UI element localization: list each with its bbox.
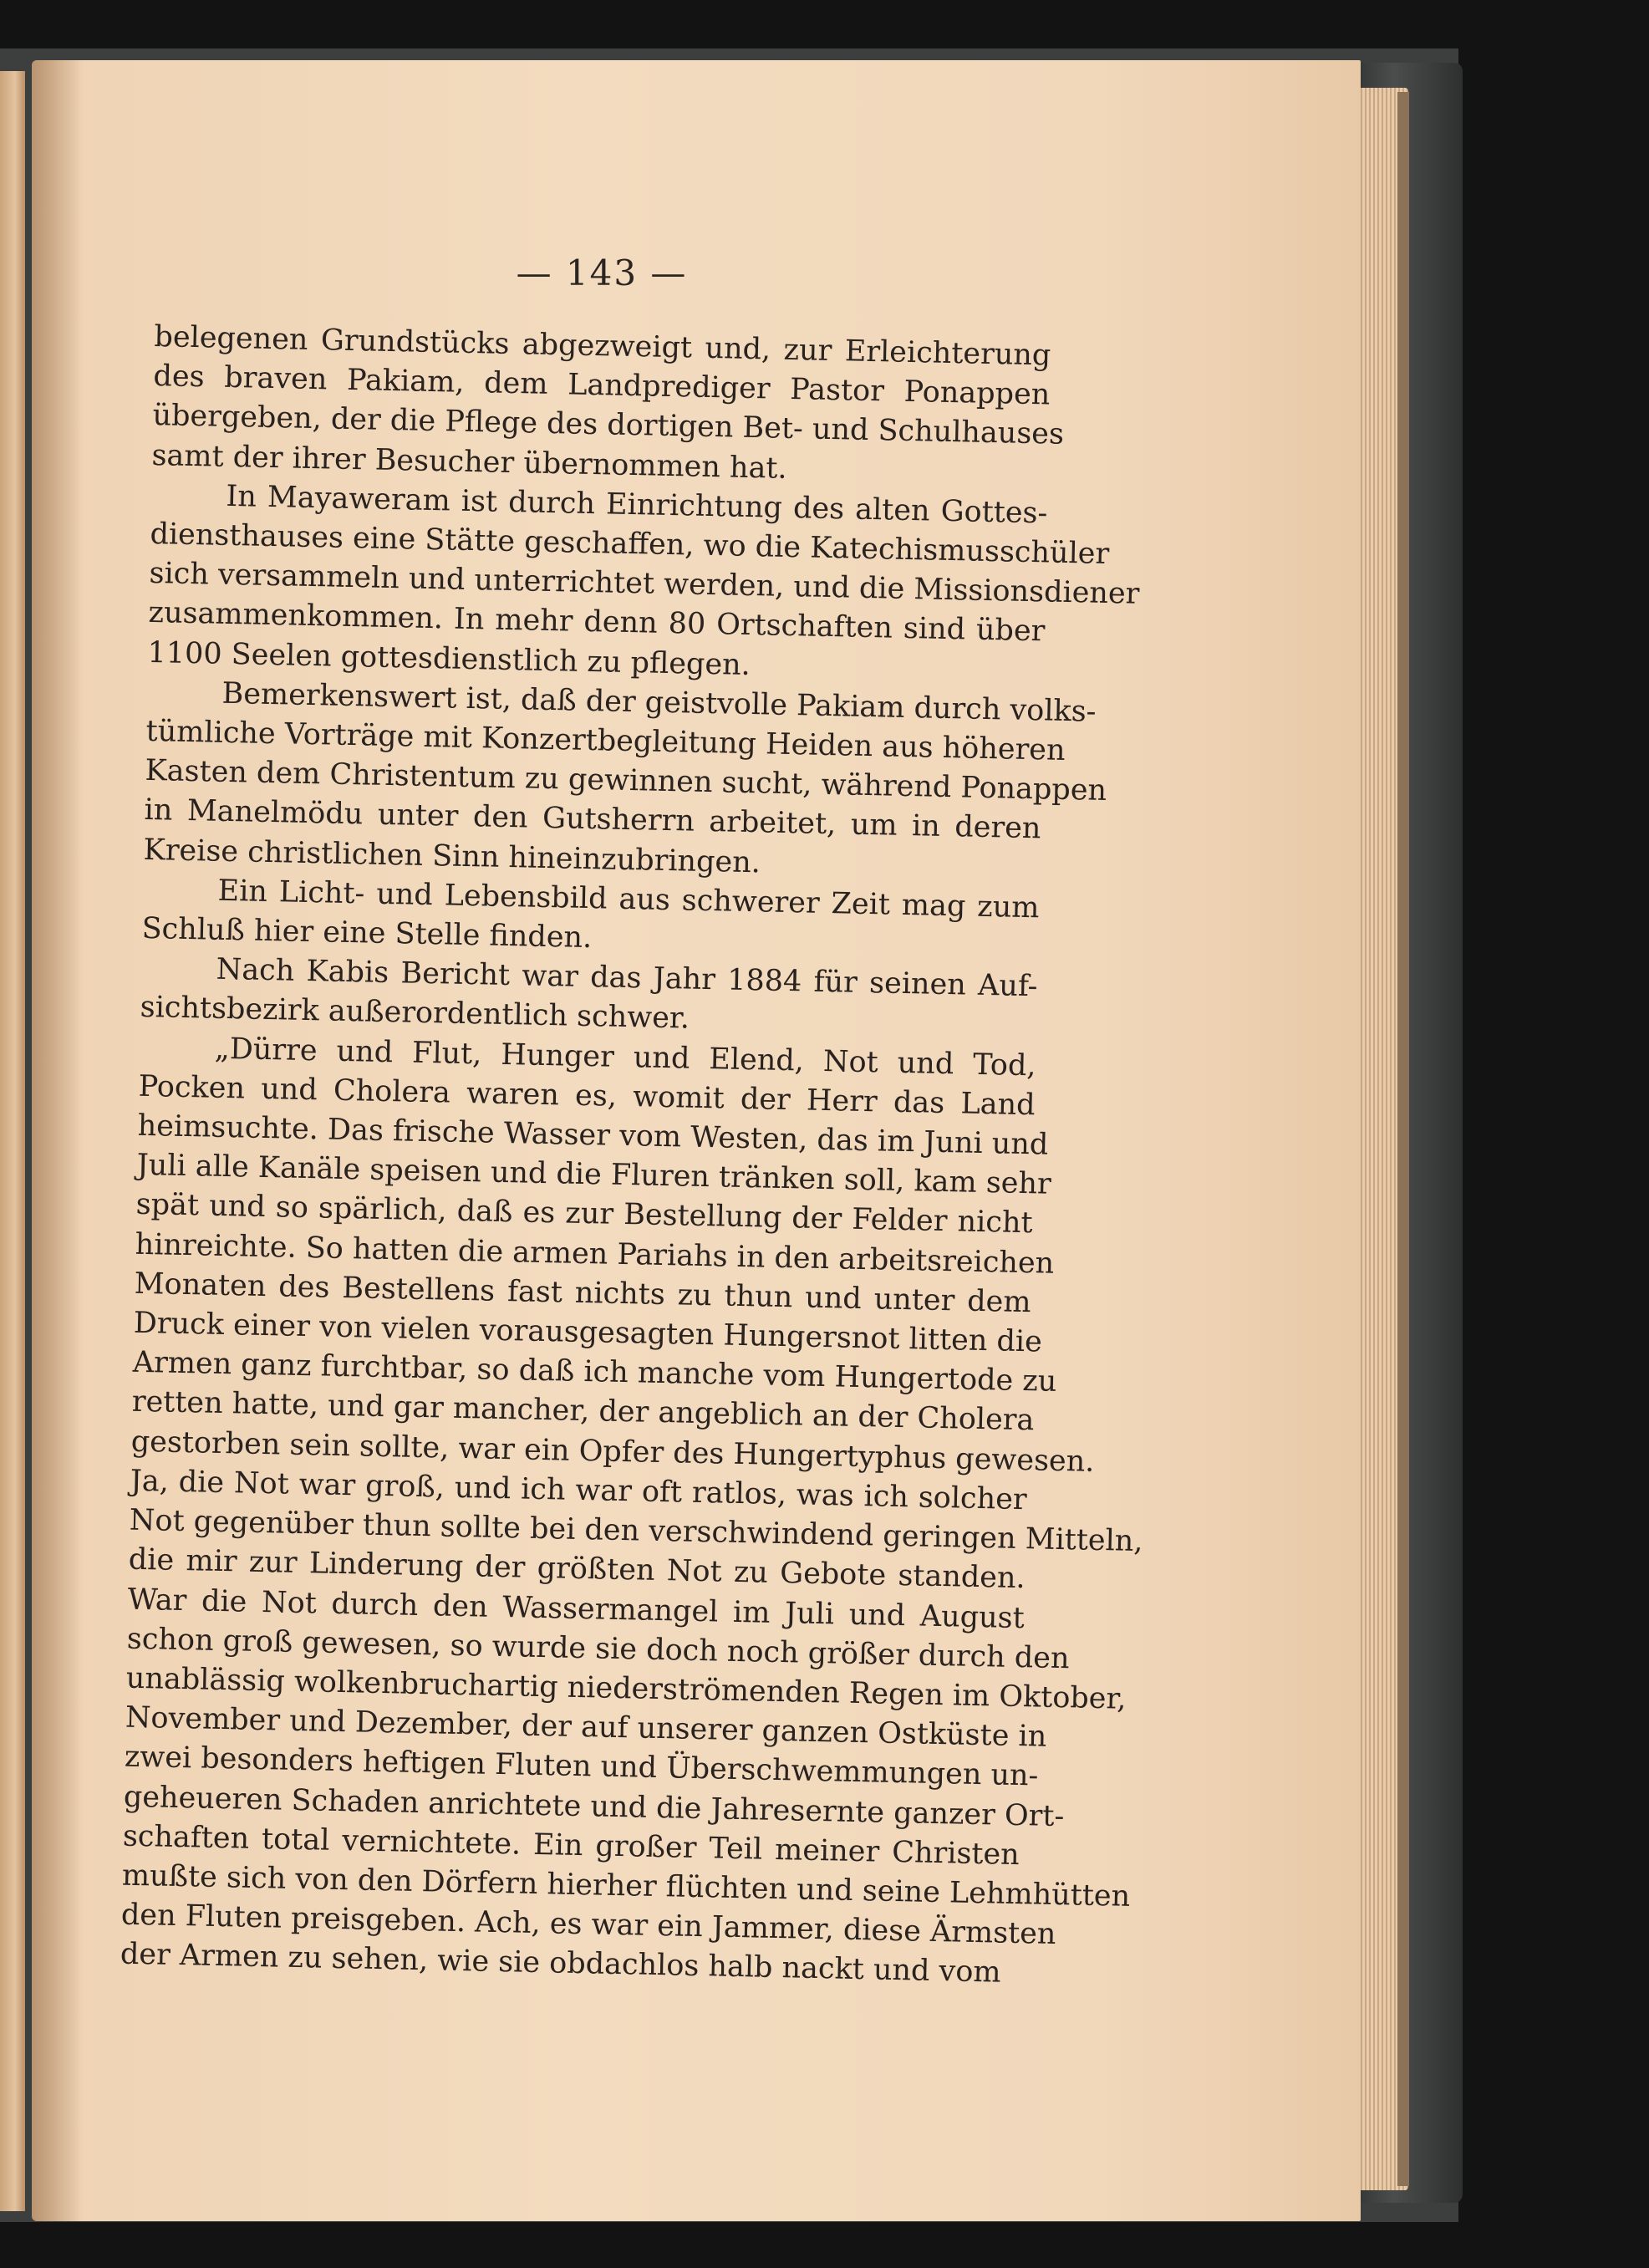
page-edges-shadow xyxy=(1397,92,1409,2186)
text-line: geheueren Schaden anrichtete und die Jahresernte ganzer Ort- xyxy=(123,1780,1065,1833)
text-line: samt der ihrer Besucher übernommen hat. xyxy=(151,438,788,486)
text-line: Schluß hier eine Stelle finden. xyxy=(141,911,593,956)
text-line: heimsuchte. Das frische Wasser vom Westen, das im Juni und xyxy=(137,1109,1049,1162)
text-line: Not gegenüber thun sollte bei den verschwindend geringen Mitteln, xyxy=(129,1503,1143,1559)
text-line: retten hatte, und gar mancher, der angeblich an der Cholera xyxy=(131,1385,1035,1438)
text-line: sichtsbezirk außerordentlich schwer. xyxy=(140,991,690,1037)
text-line: Armen ganz furchtbar, so daß ich manche vom Hungertode zu xyxy=(132,1346,1057,1399)
text-line: des braven Pakiam, dem Landprediger Pastor Ponappen xyxy=(153,359,1051,412)
text-line: 1100 Seelen gottesdienstlich zu pflegen. xyxy=(147,635,751,682)
facing-page-edge xyxy=(0,71,25,2211)
text-line: schaften total vernichtete. Ein großer Teil meiner Christen xyxy=(122,1819,1020,1872)
page-number: — 143 — xyxy=(516,252,688,293)
text-line: Druck einer von vielen vorausgesagten Hungersnot litten die xyxy=(133,1306,1043,1359)
text-line: spät und so spärlich, daß es zur Bestellung der Felder nicht xyxy=(135,1188,1033,1241)
paragraph-p3 xyxy=(143,673,1107,889)
text-line: diensthauses eine Stätte geschaffen, wo die Katechismusschüler xyxy=(150,517,1110,571)
gutter-shadow xyxy=(32,60,82,2221)
paragraph-p2 xyxy=(147,476,1140,691)
text-line: Ja, die Not war groß, und ich war oft ratlos, was ich solcher xyxy=(130,1464,1028,1517)
paragraph-p1 xyxy=(151,318,1065,494)
text-line: Pocken und Cholera waren es, womit der Herr das Land xyxy=(138,1069,1036,1123)
text-line: mußte sich von den Dörfern hierher flüchten und seine Lehmhütten xyxy=(121,1858,1131,1914)
text-line: November und Dezember, der auf unserer ganzen Ostküste in xyxy=(125,1700,1047,1754)
text-line: tümliche Vorträge mit Konzertbegleitung Heiden aus höheren xyxy=(145,714,1066,767)
text-line: der Armen zu sehen, wie sie obdachlos halb nackt und vom xyxy=(120,1937,1001,1990)
text-line: übergeben, der die Pflege des dortigen Bet- und Schulhauses xyxy=(152,399,1065,452)
text-line: den Fluten preisgeben. Ach, es war ein Jammer, diese Ärmsten xyxy=(120,1898,1056,1952)
text-line: gestorben sein sollte, war ein Opfer des Hungertyphus gewesen. xyxy=(130,1425,1095,1479)
text-line: Monaten des Bestellens fast nichts zu thun und unter dem xyxy=(134,1267,1031,1320)
text-line: sich versammeln und unterrichtet werden, und die Missionsdiener xyxy=(149,557,1140,611)
text-line: Kreise christlichen Sinn hineinzubringen. xyxy=(143,833,761,879)
text-line: zwei besonders heftigen Fluten und Überschwemmungen un- xyxy=(124,1740,1039,1793)
text-line: Juli alle Kanäle speisen und die Fluren tränken soll, kam sehr xyxy=(136,1149,1052,1201)
text-line: unablässig wolkenbruchartig niederströmenden Regen im Oktober, xyxy=(125,1661,1127,1716)
text-line: belegenen Grundstücks abgezweigt und, zur Erleichterung xyxy=(154,319,1051,373)
text-line: die mir zur Linderung der größten Not zu Gebote standen. xyxy=(128,1542,1026,1596)
text-line: War die Not durch den Wassermangel im Juli und August xyxy=(127,1583,1026,1635)
text-line: hinreichte. So hatten die armen Pariahs in den arbeitsreichen xyxy=(135,1227,1055,1281)
text-line: Bemerkenswert ist, daß der geistvolle Pakiam durch volks- xyxy=(221,676,1097,729)
body-text xyxy=(120,318,1143,1994)
text-line: Ein Licht- und Lebensbild aus schwerer Zeit mag zum xyxy=(217,874,1040,925)
text-line: „Dürre und Flut, Hunger und Elend, Not und Tod, xyxy=(214,1032,1036,1083)
text-line: schon groß gewesen, so wurde sie doch noch größer durch den xyxy=(126,1622,1070,1675)
text-line: in Manelmödu unter den Gutsherrn arbeitet, um in deren xyxy=(144,793,1041,846)
text-line: zusammenkommen. In mehr denn 80 Ortschaften sind über xyxy=(148,596,1046,649)
paragraph-p6 xyxy=(120,1027,1143,1993)
text-line: Nach Kabis Bericht war das Jahr 1884 für seinen Auf- xyxy=(216,952,1038,1004)
text-line: In Mayaweram ist durch Einrichtung des alten Gottes- xyxy=(226,479,1048,531)
text-line: Kasten dem Christentum zu gewinnen sucht, während Ponappen xyxy=(145,754,1107,808)
